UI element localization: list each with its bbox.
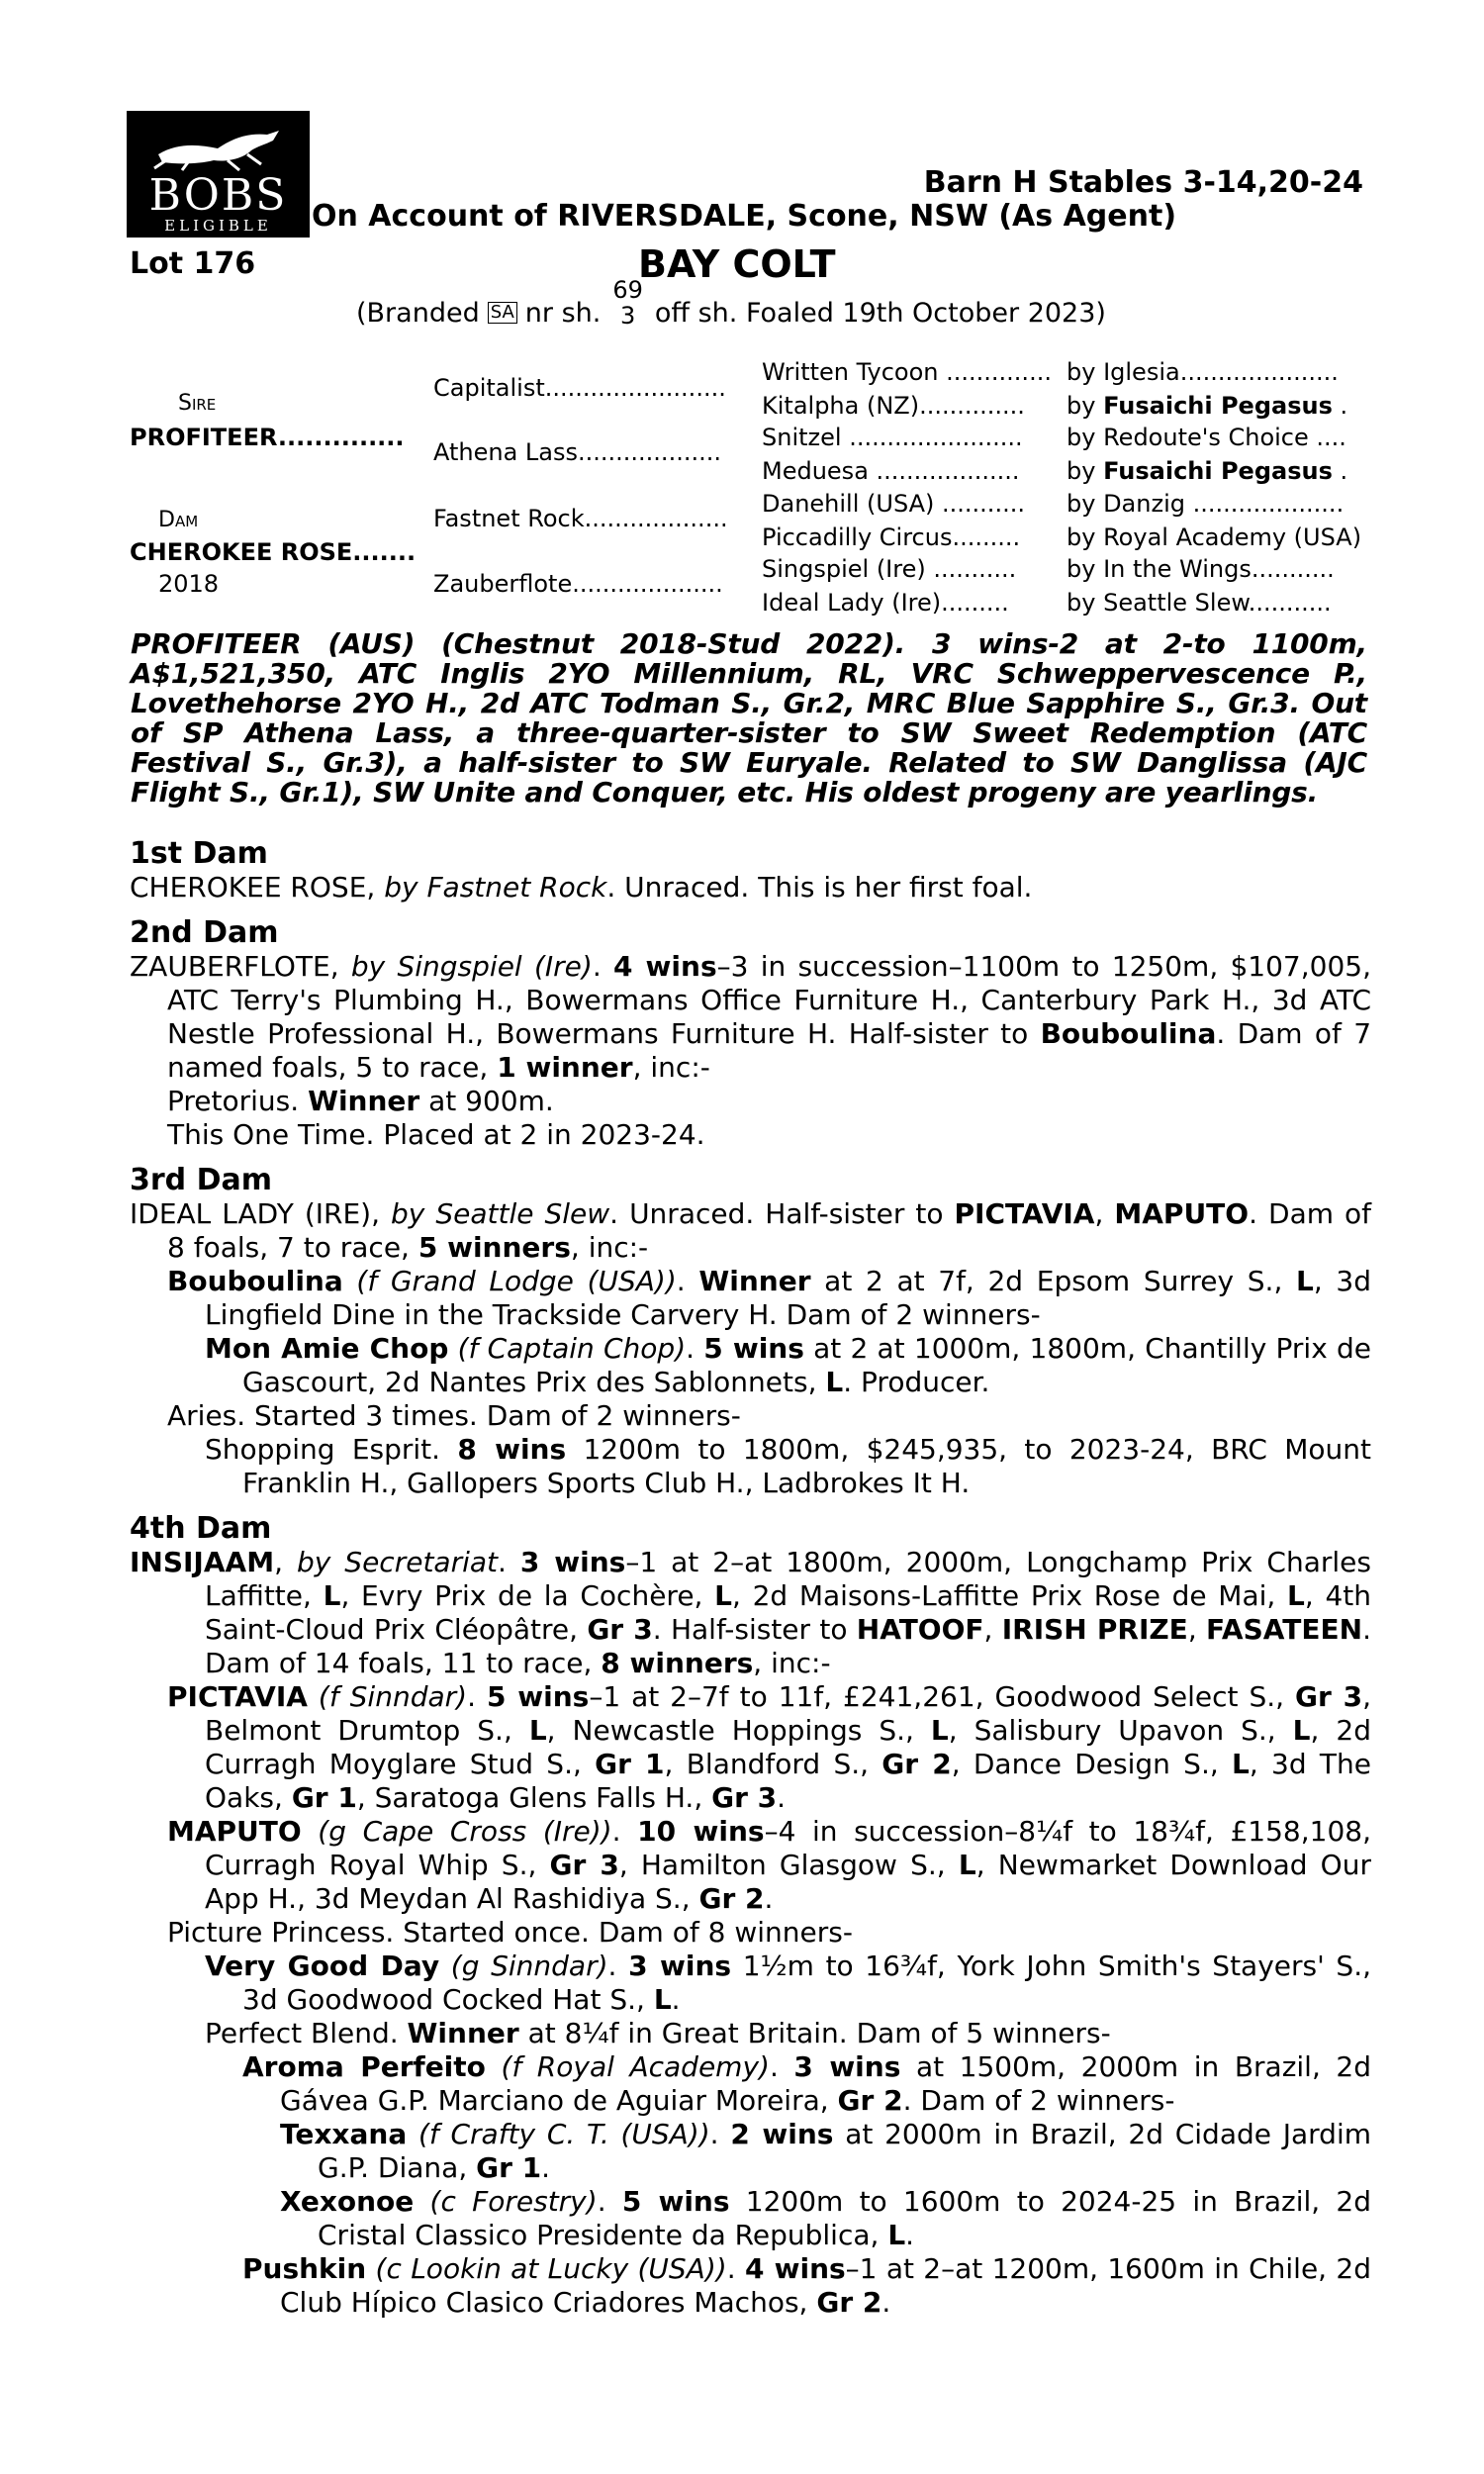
third-dam-text: IDEAL LADY (IRE), by Seattle Slew. Unraced. Half-sister to PICTAVIA, MAPUTO. Dam of 8 foals, 7 to race, 5 winners, inc:-: [130, 1197, 1371, 1264]
progeny-item: Pretorius. Winner at 900m.: [167, 1085, 554, 1117]
progeny-item: Pushkin (c Lookin at Lucky (USA)). 4 wins–1 at 2–at 1200m, 1600m in Chile, 2d Club Hípico Clasico Criadores Machos, Gr 2.: [242, 2252, 1371, 2319]
ancestor-8-sire: by Seattle Slew...........: [1067, 589, 1332, 617]
progeny-item: This One Time. Placed at 2 in 2023-24.: [167, 1118, 705, 1151]
dam-name: CHEROKEE ROSE.......: [130, 538, 417, 566]
ancestor-1: Written Tycoon ..............: [762, 358, 1052, 386]
progeny-item: Picture Princess. Started once. Dam of 8 winners-: [167, 1916, 853, 1949]
ancestor-7: Singspiel (Ire) ...........: [762, 555, 1017, 583]
brand-mark: SA: [488, 302, 517, 324]
dam-label: Dam: [158, 508, 199, 532]
brand-line: (Branded SA nr sh. 69 3 off sh. Foaled 19th October 2023): [356, 276, 1106, 330]
vendor-account: On Account of RIVERSDALE, Scone, NSW (As Agent): [312, 199, 1177, 234]
brand-number: 69 3: [612, 276, 643, 330]
pedigree-table: [0, 0, 1484, 633]
grandsire: Capitalist........................: [433, 374, 726, 402]
grandsire-dam-side: Fastnet Rock...................: [433, 505, 728, 532]
progeny-item: Very Good Day (g Sinndar). 3 wins 1½m to 16¾f, York John Smith's Stayers' S., 3d Goodwood Cocked Hat S., L.: [205, 1950, 1371, 2016]
progeny-item: Aries. Started 3 times. Dam of 2 winners-: [167, 1399, 741, 1432]
granddam-sire-side: Athena Lass...................: [433, 438, 721, 466]
ancestor-5-sire: by Danzig ....................: [1067, 490, 1345, 518]
sire-label: Sire: [178, 391, 217, 416]
granddam-dam-side: Zauberflote....................: [433, 570, 723, 598]
barn-location: Barn H Stables 3-14,20-24: [923, 165, 1363, 200]
ancestor-3-sire: by Redoute's Choice ....: [1067, 424, 1346, 451]
ancestor-2-sire: by Fusaichi Pegasus .: [1067, 392, 1348, 420]
fourth-dam-text: INSIJAAM, by Secretariat. 3 wins–1 at 2–at 1800m, 2000m, Longchamp Prix Charles Laffitte, L, Evry Prix de la Cochère, L, 2d Maisons-Laffitte Prix Rose de Mai, L, 4th Saint-Cloud Prix Cléopâtre, Gr 3. Half-sister to HATOOF, IRISH PRIZE, FASATEEN. Dam of 14 foals, 11 to race, 8 winners, inc:-: [130, 1546, 1371, 1679]
sire-description: PROFITEER (AUS) (Chestnut 2018-Stud 2022). 3 wins-2 at 2-to 1100m, A$1,521,350, ATC Inglis 2YO Millennium, RL, VRC Schweppervescence P., Lovethehorse 2YO H., 2d ATC Todman S., Gr.2, MRC Blue Sapphire S., Gr.3. Out of SP Athena Lass, a three-quarter-sister to SW Sweet Redemption (ATC Festival S., Gr.3), a half-sister to SW Euryale. Related to SW Danglissa (AJC Flight S., Gr.1), SW Unite and Conquer, etc. His oldest progeny are yearlings.: [131, 627, 1367, 809]
first-dam-text: CHEROKEE ROSE, by Fastnet Rock. Unraced. This is her first foal.: [130, 871, 1033, 904]
progeny-item: Texxana (f Crafty C. T. (USA)). 2 wins at 2000m in Brazil, 2d Cidade Jardim G.P. Diana, Gr 1.: [280, 2118, 1371, 2184]
ancestor-3: Snitzel .......................: [762, 424, 1023, 451]
third-dam-heading: 3rd Dam: [130, 1163, 272, 1197]
progeny-item: Mon Amie Chop (f Captain Chop). 5 wins at 2 at 1000m, 1800m, Chantilly Prix de Gascourt, 2d Nantes Prix des Sablonnets, L. Producer.: [205, 1332, 1371, 1398]
ancestor-4: Meduesa ...................: [762, 457, 1020, 485]
second-dam-heading: 2nd Dam: [130, 915, 279, 950]
ancestor-4-sire: by Fusaichi Pegasus .: [1067, 457, 1348, 485]
catalogue-body: [130, 825, 1371, 2320]
second-dam-text: ZAUBERFLOTE, by Singspiel (Ire). 4 wins–3 in succession–1100m to 1250m, $107,005, ATC Terry's Plumbing H., Bowermans Office Furniture H., Canterbury Park H., 3d ATC Nestle Professional H., Bowermans Furniture H. Half-sister to Bouboulina. Dam of 7 named foals, 5 to race, 1 winner, inc:-: [130, 950, 1372, 1084]
ancestor-2: Kitalpha (NZ)..............: [762, 392, 1025, 420]
ancestor-8: Ideal Lady (Ire).........: [762, 589, 1009, 617]
first-dam-heading: 1st Dam: [130, 836, 268, 871]
ancestor-6-sire: by Royal Academy (USA): [1067, 523, 1362, 551]
horse-title: BAY COLT: [638, 242, 836, 286]
ancestor-5: Danehill (USA) ...........: [762, 490, 1025, 518]
progeny-item: Xexonoe (c Forestry). 5 wins 1200m to 1600m to 2024-25 in Brazil, 2d Cristal Classico Presidente da Republica, L.: [280, 2185, 1371, 2251]
fourth-dam-heading: 4th Dam: [130, 1511, 272, 1546]
progeny-item: Perfect Blend. Winner at 8¼f in Great Britain. Dam of 5 winners-: [205, 2017, 1111, 2049]
ancestor-7-sire: by In the Wings...........: [1067, 555, 1335, 583]
ancestor-1-sire: by Iglesia.....................: [1067, 358, 1339, 386]
sire-name: PROFITEER..............: [130, 424, 405, 451]
progeny-item: Bouboulina (f Grand Lodge (USA)). Winner at 2 at 7f, 2d Epsom Surrey S., L, 3d Lingfield Dine in the Trackside Carvery H. Dam of 2 winners-: [167, 1265, 1372, 1331]
lot-number: Lot 176: [130, 246, 256, 281]
logo-word: BOBS: [148, 170, 288, 221]
dam-year: 2018: [158, 570, 220, 598]
progeny-item: MAPUTO (g Cape Cross (Ire)). 10 wins–4 in succession–8¼f to 18¾f, £158,108, Curragh Royal Whip S., Gr 3, Hamilton Glasgow S., L, Newmarket Download Our App H., 3d Meydan Al Rashidiya S., Gr 2.: [167, 1815, 1371, 1915]
logo-subtitle: ELIGIBLE: [164, 217, 272, 235]
progeny-item: Aroma Perfeito (f Royal Academy). 3 wins at 1500m, 2000m in Brazil, 2d Gávea G.P. Marciano de Aguiar Moreira, Gr 2. Dam of 2 winners-: [242, 2050, 1372, 2117]
progeny-item: PICTAVIA (f Sinndar). 5 wins–1 at 2–7f to 11f, £241,261, Goodwood Select S., Gr 3, Belmont Drumtop S., L, Newcastle Hoppings S., L, Salisbury Upavon S., L, 2d Curragh Moyglare Stud S., Gr 1, Blandford S., Gr 2, Dance Design S., L, 3d The Oaks, Gr 1, Saratoga Glens Falls H., Gr 3.: [167, 1680, 1372, 1814]
progeny-item: Shopping Esprit. 8 wins 1200m to 1800m, $245,935, to 2023-24, BRC Mount Franklin H., Gallopers Sports Club H., Ladbrokes It H.: [205, 1433, 1371, 1499]
ancestor-6: Piccadilly Circus.........: [762, 523, 1021, 551]
